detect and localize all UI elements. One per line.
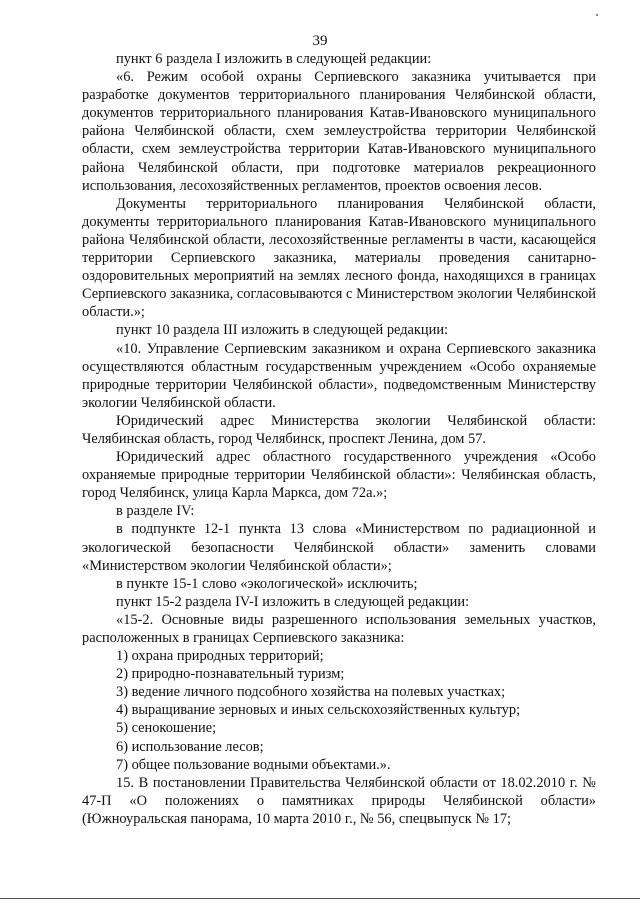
list-item: 5) сенокошение;: [116, 720, 217, 737]
paragraph-point-10-text: «10. Управление Серпиевским заказником и охрана Серпиевского заказника осуществляются областным государственным учреждением «Особо охраняемые природные территории Челябинской области», подведомственным Министерству экологии Челябинской области.: [82, 340, 596, 411]
list-item: 3) ведение личного подсобного хозяйства на полевых участках;: [116, 684, 506, 701]
paragraph-point-15-resolution: 15. В постановлении Правительства Челябинской области от 18.02.2010 г. № 47-П «О положениях о памятниках природы Челябинской области» (Южноуральская панорама, 10 марта 2010 г., № 56, спецвыпуск № 17;: [82, 774, 596, 827]
paragraph-planning-documents: Документы территориального планирования Челябинской области, документы территориального планирования Катав-Ивановского муниципального района Челябинской области, лесохозяйственные регламенты в части, касающейся территории Серпиевского заказника, материалы проведения санитарно-оздоровительных мероприятий на землях лесного фонда, находящихся в границах Серпиевского заказника, согласовываются с Министерством экологии Челябинской области.»;: [82, 195, 596, 321]
paragraph-point-10-intro: пункт 10 раздела III изложить в следующей редакции:: [116, 322, 449, 339]
scan-speck: [596, 14, 598, 16]
paragraph-point-15-2-text: «15-2. Основные виды разрешенного использования земельных участков, расположенных в границах Серпиевского заказника:: [82, 611, 596, 646]
document-body: [82, 50, 596, 828]
list-item: 7) общее пользование водными объектами.».: [116, 756, 391, 773]
list-item: 4) выращивание зерновых и иных сельскохозяйственных культур;: [116, 702, 521, 719]
page-number: 39: [312, 33, 328, 49]
list-item: 2) природно-познавательный туризм;: [116, 666, 345, 683]
paragraph-point-15-2-intro: пункт 15-2 раздела IV-I изложить в следующей редакции:: [116, 593, 470, 610]
paragraph-point-6-intro: пункт 6 раздела I изложить в следующей редакции:: [116, 51, 432, 67]
paragraph-section-4: в разделе IV:: [116, 503, 195, 520]
paragraph-subpoint-12-1: в подпункте 12-1 пункта 13 слова «Министерством по радиационной и экологической безопасности Челябинской области» заменить словами «Министерством экологии Челябинской области»;: [82, 521, 596, 574]
list-item: 1) охрана природных территорий;: [116, 648, 324, 665]
list-item: 6) использование лесов;: [116, 738, 264, 755]
page-bottom-edge: [0, 898, 640, 899]
paragraph-ministry-address: Юридический адрес Министерства экологии Челябинской области: Челябинская область, город Челябинск, проспект Ленина, дом 57.: [82, 412, 596, 447]
paragraph-point-15-1: в пункте 15-1 слово «экологической» исключить;: [116, 575, 418, 592]
paragraph-institution-address: Юридический адрес областного государственного учреждения «Особо охраняемые природные территории Челябинской области»: Челябинская область, город Челябинск, улица Карла Маркса, дом 72а.»;: [82, 449, 596, 502]
paragraph-point-6-text: «6. Режим особой охраны Серпиевского заказника учитывается при разработке документов территориального планирования Челябинской области, документов территориального планирования Катав-Ивановского муниципального района Челябинской области, схем землеустройства территории Челябинской области, схем землеустройства территории Катав-Ивановского муниципального района Челябинской области, при подготовке материалов рекреационного использования, лесохозяйственных регламентов, проектов освоения лесов.: [82, 69, 596, 194]
